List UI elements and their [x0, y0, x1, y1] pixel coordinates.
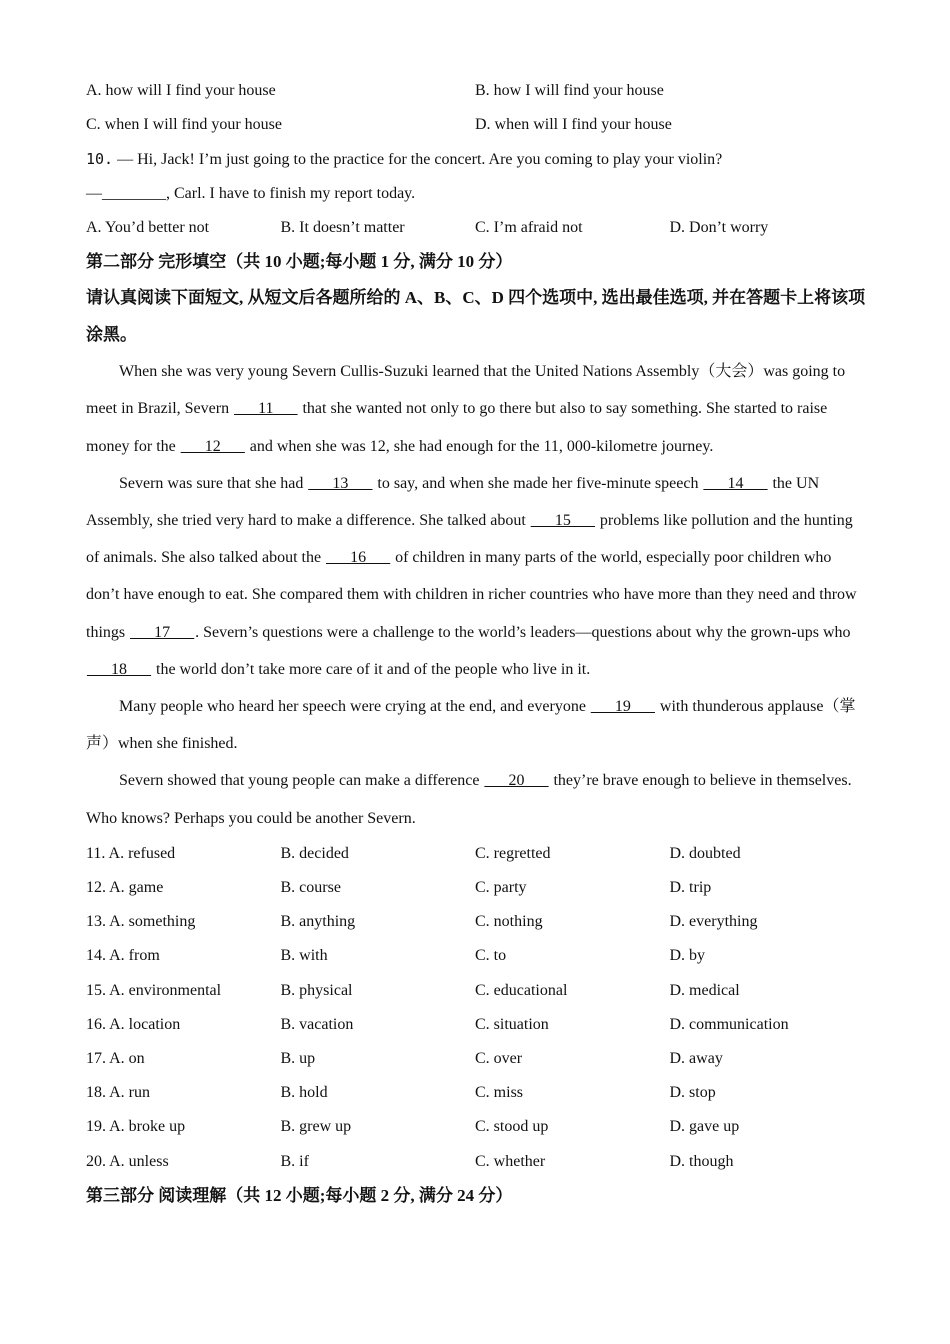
q10-text: — Hi, Jack! I’m just going to the practice for the concert. Are you coming to play your violin? [113, 151, 723, 169]
option-b: B. decided [280, 844, 349, 862]
q10-option-b: B. It doesn’t matter [280, 218, 405, 236]
q10-option-a: A. You’d better not [86, 218, 210, 236]
option-c: C. miss [475, 1084, 524, 1102]
option-c: C. to [475, 947, 507, 965]
blank-18: ___18___ [87, 660, 151, 678]
cloze-options [86, 837, 866, 1179]
options-row-18 [86, 1076, 866, 1110]
option-d: D. though [669, 1152, 734, 1170]
option-b: B. grew up [280, 1118, 352, 1136]
option-a: 13. A. something [86, 913, 196, 931]
option-c: C. regretted [475, 844, 551, 862]
part2-heading: 第二部分 完形填空（共 10 小题;每小题 1 分, 满分 10 分） [86, 251, 513, 271]
option-c: C. whether [475, 1152, 546, 1170]
option-a: 17. A. on [86, 1049, 145, 1067]
blank-19: ___19___ [590, 697, 655, 715]
option-d: D. doubted [669, 844, 741, 862]
option-a: 11. A. refused [86, 844, 176, 862]
option-d: D. by [669, 947, 706, 965]
q10-question [86, 142, 866, 176]
blank-14: ___14___ [703, 474, 768, 492]
option-c: C. nothing [475, 913, 543, 931]
passage-paragraph-1: When she was very young Severn Cullis-Suzuki learned that the United Nations Assembly（大会）was going to meet in Brazil, Severn ___11___ that she wanted not only to go there but also to say something. She started to raise money for the ___12___ and when she was 12, she had enough for the 11, 000-kilometre journey. [86, 363, 846, 455]
q9-options-row-1 [86, 74, 866, 108]
option-a: 18. A. run [86, 1084, 150, 1102]
blank-16: ___16___ [326, 549, 391, 567]
blank-11: ___11___ [234, 400, 298, 418]
option-a: 14. A. from [86, 947, 160, 965]
q10-options [86, 211, 866, 245]
option-d: D. everything [669, 913, 758, 931]
options-row-11 [86, 837, 866, 871]
passage-paragraph-4: Severn showed that young people can make a difference ___20___ they’re brave enough to believe in themselves. Who knows? Perhaps you could be another Severn. [86, 772, 852, 827]
option-d: D. communication [669, 1015, 789, 1033]
option-b: B. hold [280, 1084, 328, 1102]
option-b: B. with [280, 947, 328, 965]
option-d: D. stop [669, 1084, 716, 1102]
options-row-17 [86, 1042, 866, 1076]
q10-number: 10. [86, 150, 114, 169]
option-b: B. course [280, 879, 341, 897]
option-d: D. gave up [669, 1118, 740, 1136]
blank-17: ___17___ [130, 623, 195, 641]
option-a: 15. A. environmental [86, 981, 222, 999]
options-row-20 [86, 1144, 866, 1178]
options-row-12 [86, 871, 866, 905]
option-c: C. party [475, 879, 527, 897]
q9-options-row-2 [86, 108, 866, 142]
blank-12: ___12___ [180, 437, 245, 455]
option-c: C. over [475, 1049, 523, 1067]
q10-option-d: D. Don’t worry [669, 218, 769, 236]
passage-paragraph-2: Severn was sure that she had ___13___ to say, and when she made her five-minute speech ___14___ the UN Assembly, she tried very hard to make a difference. She talked about ___15___ problems like pollution and the hunting of animals. She also talked about the ___16___ of children in many parts of the world, especially poor children who don’t have enough to eat. She compared them with children in richer countries who have more than they need and throw things ___17___. Severn’s questions were a challenge to the world’s leaders—questions about why the grown-ups who ___18___ the world don’t take more care of it and of the people who live in it. [86, 474, 857, 678]
q10-option-c: C. I’m afraid not [475, 218, 583, 236]
options-row-14 [86, 939, 866, 973]
option-b: B. up [280, 1049, 316, 1067]
blank-15: ___15___ [530, 511, 595, 529]
option-b: B. physical [280, 981, 353, 999]
options-row-15 [86, 974, 866, 1008]
q10-answer-line: —________, Carl. I have to finish my report today. [86, 184, 416, 202]
option-a: 16. A. location [86, 1015, 181, 1033]
option-c: C. stood up [475, 1118, 549, 1136]
option-b: B. if [280, 1152, 309, 1170]
option-a: 12. A. game [86, 879, 164, 897]
option-a: 19. A. broke up [86, 1118, 186, 1136]
part3-heading: 第三部分 阅读理解（共 12 小题;每小题 2 分, 满分 24 分） [86, 1185, 513, 1205]
option-d: D. trip [669, 879, 712, 897]
blank-13: ___13___ [308, 474, 373, 492]
passage-paragraph-3: Many people who heard her speech were crying at the end, and everyone ___19___ with thunderous applause（掌声）when she finished. [86, 697, 856, 753]
option-c: C. educational [475, 981, 568, 999]
option-d: D. away [669, 1049, 723, 1067]
options-row-13 [86, 905, 866, 939]
q9-option-b: B. how I will find your house [475, 82, 664, 100]
part2-instruction: 请认真阅读下面短文, 从短文后各题所给的 A、B、C、D 四个选项中, 选出最佳选项, 并在答题卡上将该项涂黑。 [86, 288, 866, 345]
q9-option-d: D. when will I find your house [475, 116, 672, 134]
options-row-16 [86, 1008, 866, 1042]
option-c: C. situation [475, 1015, 549, 1033]
blank-20: ___20___ [484, 772, 549, 790]
q9-option-c: C. when I will find your house [86, 116, 282, 134]
q9-option-a: A. how will I find your house [86, 82, 276, 100]
option-a: 20. A. unless [86, 1152, 169, 1170]
option-b: B. vacation [280, 1015, 354, 1033]
option-b: B. anything [280, 913, 356, 931]
option-d: D. medical [669, 981, 740, 999]
cloze-passage [86, 353, 866, 837]
exam-page [86, 74, 866, 1213]
options-row-19 [86, 1110, 866, 1144]
